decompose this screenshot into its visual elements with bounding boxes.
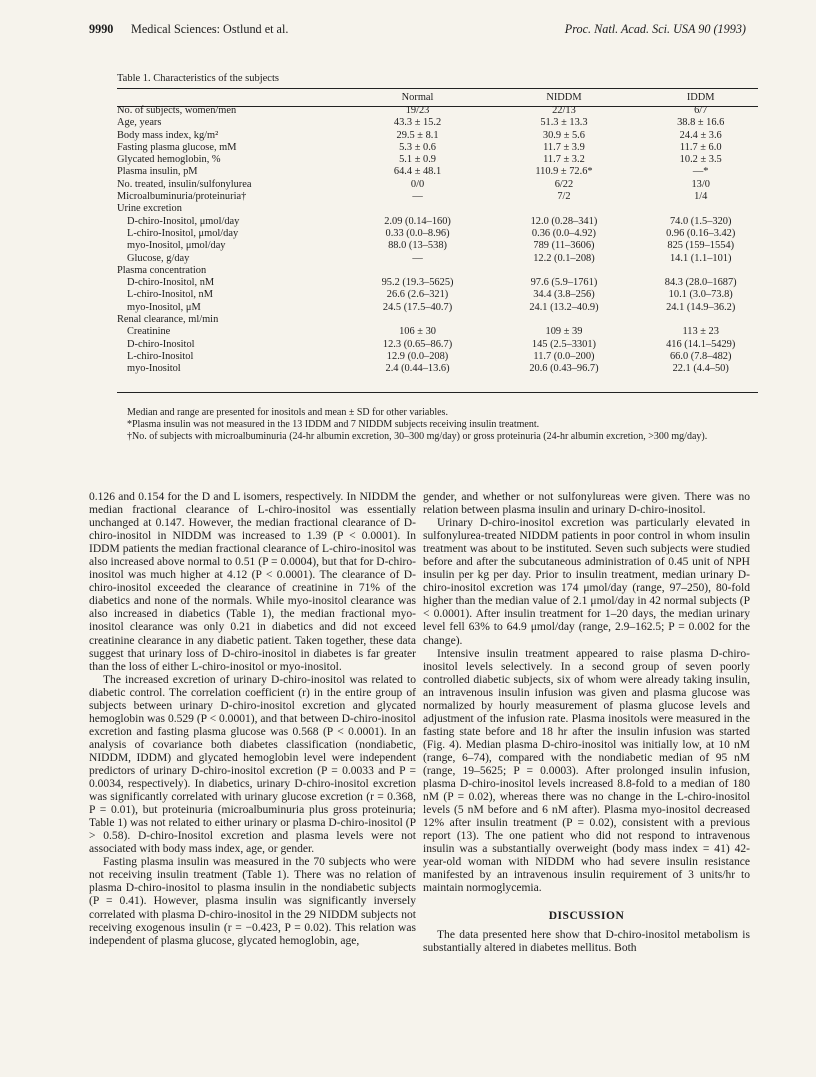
table-row-label: Glucose, g/day bbox=[127, 252, 190, 264]
table-row bbox=[117, 191, 758, 203]
table-row bbox=[117, 265, 758, 277]
characteristics-table bbox=[117, 92, 758, 376]
table-row-label: Plasma concentration bbox=[117, 264, 207, 276]
table-caption: Table 1. Characteristics of the subjects bbox=[117, 73, 279, 84]
table-cell: 2.09 (0.14–160) bbox=[384, 215, 451, 227]
table-row bbox=[117, 117, 758, 129]
table-cell: 11.7 ± 3.2 bbox=[543, 154, 585, 166]
table-row bbox=[117, 253, 758, 265]
table-row-label: myo-Inositol bbox=[127, 363, 181, 375]
table-cell: 20.6 (0.43–96.7) bbox=[529, 363, 599, 375]
table-row bbox=[117, 130, 758, 142]
table-row-label: No. treated, insulin/sulfonylurea bbox=[117, 178, 252, 190]
table-cell: 145 (2.5–3301) bbox=[531, 338, 596, 350]
table-cell: 6/7 bbox=[694, 105, 708, 116]
table-cell: 22/13 bbox=[552, 105, 576, 116]
section-heading: DISCUSSION bbox=[548, 910, 625, 923]
table-row bbox=[117, 351, 758, 363]
table-row-label: Fasting plasma glucose, mM bbox=[117, 141, 237, 153]
table-row bbox=[117, 363, 758, 375]
table-row bbox=[117, 326, 758, 338]
table-footnote: Median and range are presented for inositols and mean ± SD for other variables. bbox=[127, 407, 448, 418]
table-cell: 74.0 (1.5–320) bbox=[669, 215, 732, 227]
table-cell: 24.4 ± 3.6 bbox=[679, 129, 722, 141]
table-cell: 0/0 bbox=[410, 178, 425, 190]
table-row-label: Body mass index, kg/m² bbox=[117, 129, 219, 141]
table-cell: 416 (14.1–5429) bbox=[666, 338, 736, 350]
table-row bbox=[117, 228, 758, 240]
table-cell: 12.2 (0.1–208) bbox=[533, 252, 595, 264]
table-row bbox=[117, 216, 758, 228]
table-bottom-rule bbox=[117, 392, 758, 393]
table-row-label: Age, years bbox=[117, 117, 162, 129]
table-cell: 1/4 bbox=[694, 191, 708, 203]
table-row bbox=[117, 179, 758, 191]
table-cell: 0.96 (0.16–3.42) bbox=[666, 227, 736, 239]
table-cell bbox=[643, 203, 758, 215]
paragraph: Fasting plasma insulin was measured in the 70 subjects who were not receiving insulin treatment (Table 1). There was no relation of plasma D-chiro-inositol to plasma insulin in the nondiabetic subjects (P = 0.41). However, plasma insulin was significantly inversely correlated with plasma D-chiro-inositol in the 29 NIDDM subjects not receiving exogenous insulin (r = −0.423, P = 0.02). This relation was independent of plasma glucose, glycated hemoglobin, age, bbox=[89, 856, 416, 947]
table-cell: 22.1 (4.4–50) bbox=[672, 363, 729, 375]
table-row-label: Urine excretion bbox=[117, 203, 182, 215]
table-header-cell: IDDM bbox=[686, 92, 715, 104]
journal-citation: Proc. Natl. Acad. Sci. USA 90 (1993) bbox=[564, 22, 746, 36]
table-row-label: Microalbuminuria/proteinuria† bbox=[117, 191, 247, 203]
table-cell: 84.3 (28.0–1687) bbox=[664, 277, 737, 289]
table-cell: 7/2 bbox=[557, 191, 571, 203]
table-cell: 24.1 (13.2–40.9) bbox=[529, 301, 599, 313]
table-footnote: *Plasma insulin was not measured in the 13 IDDM and 7 NIDDM subjects receiving insulin treatment. bbox=[127, 419, 540, 431]
table-row-label: No. of subjects, women/men bbox=[117, 105, 237, 116]
table-cell: 109 ± 39 bbox=[545, 326, 583, 338]
table-cell: 29.5 ± 8.1 bbox=[396, 129, 439, 141]
table-header-row bbox=[117, 92, 758, 105]
table-row-label: L-chiro-Inositol bbox=[127, 350, 194, 362]
table-cell: 13/0 bbox=[691, 178, 710, 190]
table-cell: 6/22 bbox=[554, 178, 574, 190]
table-row bbox=[117, 339, 758, 351]
table-cell: 95.2 (19.3–5625) bbox=[381, 277, 454, 289]
table-row bbox=[117, 277, 758, 289]
table-cell bbox=[643, 314, 758, 326]
table-row-label: L-chiro-Inositol, μmol/day bbox=[127, 227, 239, 239]
table-cell: 2.4 (0.44–13.6) bbox=[385, 363, 450, 375]
paragraph: Urinary D-chiro-inositol excretion was particularly elevated in sulfonylurea-treated NIDDM patients in poor control in whom insulin treatment was about to be instituted. Seven such subjects were studied before and after the subcutaneous administration of 0.45 unit of NPH insulin per kg per day. Prior to insulin treatment, median urinary D-chiro-inositol excretion was 174 μmol/day (range, 97–250), 80-fold higher than the median value of 2.1 μmol/day in 42 normal subjects (P < 0.0001). After insulin treatment for 1–20 days, the median urinary level fell 63% to 64.9 μmol/day (range, 2.9–162.5; P = 0.002 for the change). bbox=[423, 517, 750, 647]
table-cell bbox=[484, 203, 643, 215]
table-cell: 64.4 ± 48.1 bbox=[393, 166, 442, 178]
table-row bbox=[117, 166, 758, 178]
table-cell bbox=[351, 265, 485, 277]
table-cell: 43.3 ± 15.2 bbox=[393, 117, 442, 129]
table-header-cell: NIDDM bbox=[546, 92, 582, 104]
table-row-label: Creatinine bbox=[127, 326, 171, 338]
table-cell: 24.5 (17.5–40.7) bbox=[382, 301, 453, 313]
table-cell: 12.0 (0.28–341) bbox=[530, 215, 598, 227]
table-footnote: †No. of subjects with microalbuminuria (24-hr albumin excretion, 30–300 mg/day) or gross proteinuria (24-hr albumin excretion, >300 mg/day). bbox=[127, 431, 708, 443]
table-row-label: D-chiro-Inositol, μmol/day bbox=[127, 215, 240, 227]
paragraph: Intensive insulin treatment appeared to raise plasma D-chiro-inositol levels selectively. In a second group of seven poorly controlled diabetic subjects, six of whom were already taking insulin, an intravenous insulin infusion was given and plasma glucose was normalized by hourly measurement of plasma glucose levels and adjustment of the infusion rate. Plasma inositols were measured in the fasting state before and 18 hr after the insulin infusion was started (Fig. 4). Median plasma D-chiro-inositol was initially low, at 10 nM (range, 6–74), compared with the nondiabetic median of 95 nM (range, 19–5625; P = 0.0003). After prolonged insulin infusion, plasma D-chiro-inositol levels increased 8.8-fold to a median of 180 nM (P = 0.02), whereas there was no change in the L-chiro-inositol levels (5 nM before and 6 nM after). Plasma myo-inositol decreased 12% after insulin treatment (P = 0.02), consistent with a previous report (13). The one patient who did not respond to intravenous insulin was a substantially overweight (body mass index = 41) 42-year-old woman with NIDDM who had severe insulin resistance manifested by an intravenous insulin requirement of 3 units/hr to maintain normoglycemia. bbox=[423, 647, 750, 895]
table-row-label: myo-Inositol, μM bbox=[127, 301, 201, 313]
table-cell: 88.0 (13–538) bbox=[388, 240, 447, 252]
table-cell bbox=[643, 265, 758, 277]
table-cell: 10.1 (3.0–73.8) bbox=[668, 289, 733, 301]
table-cell: 30.9 ± 5.6 bbox=[542, 129, 585, 141]
left-column bbox=[89, 491, 416, 948]
table-cell: 10.2 ± 3.5 bbox=[679, 154, 722, 166]
table-cell: 51.3 ± 13.3 bbox=[540, 117, 588, 129]
table-cell: 24.1 (14.9–36.2) bbox=[666, 301, 736, 313]
table-cell: — bbox=[412, 252, 423, 264]
paragraph: gender, and whether or not sulfonylureas were given. There was no relation between plasma insulin and urinary D-chiro-inositol. bbox=[423, 491, 750, 517]
table-cell: 789 (11–3606) bbox=[533, 240, 595, 252]
table-cell: 5.3 ± 0.6 bbox=[399, 141, 436, 153]
table-cell: 11.7 ± 3.9 bbox=[543, 141, 585, 153]
table-cell: 19/23 bbox=[405, 105, 430, 116]
table-cell: 110.9 ± 72.6* bbox=[535, 166, 593, 178]
table-cell: 113 ± 23 bbox=[682, 326, 719, 338]
table-row-label: D-chiro-Inositol, nM bbox=[127, 277, 215, 289]
table-cell: 0.33 (0.0–8.96) bbox=[385, 227, 450, 239]
table-cell bbox=[351, 203, 485, 215]
paragraph: 0.126 and 0.154 for the D and L isomers, respectively. In NIDDM the median fractional clearance of L-chiro-inositol was essentially unchanged at 0.147. However, the median fractional clearance of D-chiro-inositol in NIDDM was increased to 1.39 (P < 0.0001). In IDDM patients the median fractional clearance of L-chiro-inositol was also increased above normal to 0.51 (P = 0.0004), but that for D-chiro-inositol was much higher at 4.12 (P < 0.0001). The clearance of D-chiro-inositol exceeded the clearance of creatinine in 71% of the diabetics and none of the normals. While myo-inositol clearance was also increased in diabetics (Table 1), the median fractional myo-inositol clearance was only 0.21 in diabetics and did not exceed creatinine clearance in any diabetic patient. Taken together, these data suggest that urinary loss of D-chiro-inositol in diabetes is far greater than the loss of either L-chiro-inositol or myo-inositol. bbox=[89, 491, 416, 673]
table-row-label: Plasma insulin, pM bbox=[117, 166, 198, 178]
table-cell: —* bbox=[692, 166, 709, 178]
table-cell: 97.6 (5.9–1761) bbox=[530, 277, 598, 289]
table-row bbox=[117, 289, 758, 301]
table-header-cell bbox=[117, 92, 351, 105]
table-row bbox=[117, 105, 758, 117]
section-title: Medical Sciences: Ostlund et al. bbox=[131, 22, 289, 36]
table-cell: 0.36 (0.0–4.92) bbox=[531, 227, 596, 239]
table-cell: 26.6 (2.6–321) bbox=[386, 289, 449, 301]
table-cell: 5.1 ± 0.9 bbox=[399, 154, 436, 166]
table-row-label: L-chiro-Inositol, nM bbox=[127, 289, 213, 301]
paragraph: The data presented here show that D-chiro-inositol metabolism is substantially altered in diabetes mellitus. Both bbox=[423, 928, 750, 954]
table-footnotes bbox=[117, 407, 758, 444]
table-cell: 11.7 ± 6.0 bbox=[679, 141, 722, 153]
table-cell: 825 (159–1554) bbox=[667, 240, 735, 252]
table-cell: 106 ± 30 bbox=[399, 326, 436, 338]
table-top-rule bbox=[117, 88, 758, 89]
table-cell: 66.0 (7.8–482) bbox=[669, 350, 732, 362]
table-cell: 14.1 (1.1–101) bbox=[669, 252, 732, 264]
table-row bbox=[117, 240, 758, 252]
table-row bbox=[117, 314, 758, 326]
table-cell bbox=[351, 314, 485, 326]
table-row bbox=[117, 142, 758, 154]
table-row bbox=[117, 154, 758, 166]
table-row-label: D-chiro-Inositol bbox=[127, 338, 195, 350]
table-cell: 11.7 (0.0–200) bbox=[533, 350, 595, 362]
table-header-cell: Normal bbox=[401, 92, 434, 104]
table-row-label: myo-Inositol, μmol/day bbox=[127, 240, 226, 252]
table-row-label: Renal clearance, ml/min bbox=[117, 314, 219, 326]
table-row bbox=[117, 203, 758, 215]
table-cell bbox=[484, 314, 643, 326]
table-cell: — bbox=[412, 191, 423, 203]
right-column bbox=[423, 491, 750, 955]
table-cell: 12.3 (0.65–86.7) bbox=[382, 338, 453, 350]
table-cell: 34.4 (3.8–256) bbox=[533, 289, 595, 301]
table-cell bbox=[484, 265, 643, 277]
table-row-label: Glycated hemoglobin, % bbox=[117, 154, 221, 166]
paragraph: The increased excretion of urinary D-chiro-inositol was related to diabetic control. The correlation coefficient (r) in the entire group of subjects between urinary D-chiro-inositol excretion and glycated hemoglobin was 0.529 (P < 0.0001), and that between D-chiro-inositol excretion and fasting plasma glucose was 0.568 (P < 0.0001). In an analysis of covariance both diabetes classification (nondiabetic, NIDDM, IDDM) and glycated hemoglobin level were independent predictors of urinary D-chiro-inositol excretion (P = 0.0033 and P = 0.0034, respectively). In diabetics, urinary D-chiro-inositol excretion was significantly correlated with urinary glucose excretion (r = 0.368, P = 0.01), but proteinuria (microalbuminuria plus gross proteinuria; Table 1) was not related to either urinary or plasma D-chiro-inositol (P > 0.58). D-chiro-Inositol excretion and plasma levels were not associated with body mass index, age, or gender. bbox=[89, 673, 416, 856]
table-cell: 12.9 (0.0–208) bbox=[386, 350, 449, 362]
table-row bbox=[117, 302, 758, 314]
running-header bbox=[89, 22, 746, 38]
table-cell: 38.8 ± 16.6 bbox=[677, 117, 725, 129]
page-number: 9990 bbox=[89, 22, 114, 36]
